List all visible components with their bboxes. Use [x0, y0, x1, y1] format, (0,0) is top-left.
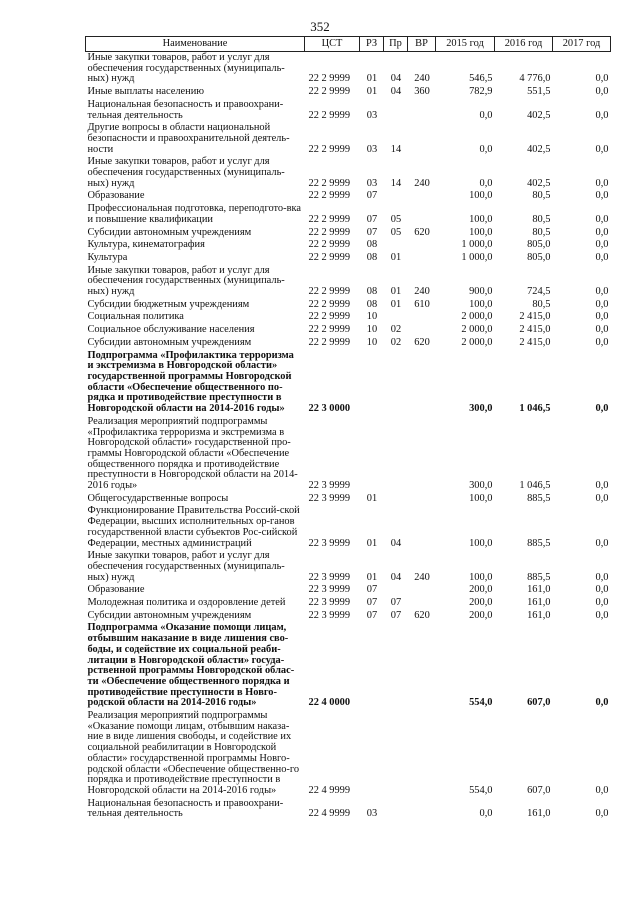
cell-2015: 2 000,0 — [461, 324, 493, 336]
table-row — [86, 227, 611, 240]
cell-2017: 0,0 — [595, 311, 609, 323]
cell-2016: 161,0 — [527, 609, 551, 621]
cell-pr: 02 — [390, 336, 402, 348]
cell-rz: 08 — [366, 286, 378, 298]
table-row — [86, 299, 611, 312]
cell-2015: 546,5 — [469, 73, 493, 85]
cell-2015: 200,0 — [469, 597, 493, 609]
cell-name: Профессиональная подготовка, переподгото-вка и повышение квалификации — [87, 203, 301, 225]
cell-vr — [408, 597, 436, 610]
cell-name: Иные закупки товаров, работ и услуг для обеспечения государственных (муниципаль-ных) нужд — [87, 156, 285, 189]
cell-2015: 300,0 — [469, 480, 493, 492]
cell-2017: 0,0 — [595, 286, 609, 298]
cell-vr — [408, 584, 436, 597]
cell-rz: 07 — [366, 190, 378, 202]
cell-name: Образование — [87, 190, 145, 202]
cell-rz: 07 — [366, 584, 378, 596]
cell-rz: 10 — [366, 311, 378, 323]
cell-2017: 0,0 — [595, 597, 609, 609]
cell-pr — [384, 239, 408, 252]
cell-name: Социальная политика — [87, 311, 184, 323]
cell-2015: 2 000,0 — [461, 311, 493, 323]
cell-2016: 885,5 — [527, 492, 551, 504]
table-row — [86, 597, 611, 610]
cell-name: Иные выплаты населению — [87, 86, 205, 98]
cell-2017: 0,0 — [595, 537, 609, 549]
cell-name: Иные закупки товаров, работ и услуг для обеспечения государственных (муниципаль-ных) нужд — [87, 52, 285, 85]
cell-rz: 01 — [366, 73, 378, 85]
cell-pr: 04 — [390, 86, 402, 98]
cell-rz — [360, 350, 384, 416]
header-cst: ЦСТ — [305, 37, 360, 52]
table-row — [86, 239, 611, 252]
cell-name: Национальная безопасность и правоохрани-тельная деятельность — [87, 98, 284, 121]
cell-2017: 0,0 — [595, 609, 609, 621]
cell-pr: 07 — [390, 597, 402, 609]
cell-name: Субсидии бюджетным учреждениям — [87, 298, 250, 310]
cell-vr — [408, 350, 436, 416]
table-row — [86, 122, 611, 156]
table-row — [86, 493, 611, 506]
cell-rz: 07 — [366, 597, 378, 609]
cell-2015: 300,0 — [469, 403, 493, 415]
cell-2017: 0,0 — [595, 109, 609, 121]
cell-2015: 0,0 — [479, 177, 493, 189]
cell-2015: 554,0 — [469, 785, 493, 796]
table-row — [86, 311, 611, 324]
cell-name: Культура, кинематография — [87, 239, 205, 251]
cell-rz: 07 — [366, 609, 378, 621]
cell-cst: 22 3 9999 — [308, 537, 351, 549]
cell-name: Субсидии автономным учреждениям — [87, 336, 252, 348]
cell-cst: 22 2 9999 — [308, 109, 351, 121]
cell-vr — [408, 311, 436, 324]
cell-rz — [360, 622, 384, 710]
cell-2017: 0,0 — [595, 86, 609, 98]
cell-2017: 0,0 — [595, 336, 609, 348]
cell-2016: 80,5 — [532, 298, 551, 310]
cell-2017: 0,0 — [595, 177, 609, 189]
cell-cst: 22 3 0000 — [308, 403, 351, 415]
cell-pr: 14 — [390, 177, 402, 189]
cell-2016: 80,5 — [532, 213, 551, 225]
cell-pr: 04 — [390, 537, 402, 549]
cell-2016: 80,5 — [532, 190, 551, 202]
page-number: 352 — [310, 19, 330, 34]
table-row — [86, 252, 611, 265]
cell-name: Субсидии автономным учреждениям — [87, 226, 252, 238]
cell-rz: 01 — [366, 537, 378, 549]
cell-2016: 1 046,5 — [519, 403, 551, 415]
cell-name: Реализация мероприятий подпрограммы «Оказание помощи лицам, отбывшим наказа-ние в виде лишения свободы, и содействие их социальной реабилитации в Новгородской области» государственной программы Новго-родской области «Обеспечение общественно-го порядка и противодействие преступности в Новгородской области на 2014-2016 годы» — [87, 710, 300, 796]
cell-vr — [408, 99, 436, 122]
cell-vr: 360 — [414, 86, 430, 98]
cell-2015: 782,9 — [469, 86, 493, 98]
cell-vr: 620 — [414, 336, 430, 348]
cell-pr: 05 — [390, 213, 402, 225]
cell-rz: 08 — [366, 251, 378, 263]
cell-2015: 100,0 — [469, 298, 493, 310]
cell-name: Культура — [87, 251, 128, 263]
cell-pr: 14 — [390, 143, 402, 155]
cell-2017: 0,0 — [595, 697, 609, 709]
cell-cst: 22 2 9999 — [308, 226, 351, 238]
cell-2016: 4 776,0 — [519, 73, 551, 85]
cell-2017: 0,0 — [595, 239, 609, 251]
cell-rz: 03 — [366, 143, 378, 155]
cell-cst: 22 2 9999 — [308, 143, 351, 155]
table-row — [86, 505, 611, 550]
table-body — [86, 52, 611, 822]
header-2017: 2017 год — [553, 37, 611, 52]
cell-rz: 08 — [366, 239, 378, 251]
table-row — [86, 550, 611, 584]
cell-name: Подпрограмма «Профилактика терроризма и экстремизма в Новгородской области» государственной программы Новгородской области «Обеспечение общественного по-рядка и противодействие преступности в Новгородской области на 2014-2016 годы» — [87, 349, 294, 415]
header-2015: 2015 год — [436, 37, 495, 52]
cell-vr — [408, 710, 436, 798]
cell-pr: 04 — [390, 73, 402, 85]
cell-2015: 100,0 — [469, 190, 493, 202]
table-row — [86, 203, 611, 226]
cell-cst: 22 2 9999 — [308, 213, 351, 225]
cell-2016: 724,5 — [527, 286, 551, 298]
cell-vr — [408, 798, 436, 821]
table-row — [86, 350, 611, 416]
cell-pr: 01 — [390, 286, 402, 298]
cell-rz — [360, 710, 384, 798]
cell-vr — [408, 505, 436, 550]
cell-rz — [360, 416, 384, 493]
table-row — [86, 584, 611, 597]
cell-name: Иные закупки товаров, работ и услуг для обеспечения государственных (муниципаль-ных) нужд — [87, 550, 285, 583]
cell-rz: 10 — [366, 336, 378, 348]
cell-pr — [384, 99, 408, 122]
cell-vr: 240 — [414, 571, 430, 583]
cell-2017: 0,0 — [595, 785, 609, 796]
cell-vr — [408, 203, 436, 226]
cell-2015: 1 000,0 — [461, 251, 493, 263]
cell-vr: 240 — [414, 286, 430, 298]
cell-name: Функционирование Правительства Россий-ской Федерации, высших исполнительных ор-ганов государственной власти субъектов Рос-сийской Федерации, местных администраций — [87, 505, 300, 549]
cell-2016: 161,0 — [527, 584, 551, 596]
cell-vr — [408, 622, 436, 710]
cell-cst: 22 3 9999 — [308, 597, 351, 609]
cell-rz: 10 — [366, 324, 378, 336]
cell-2015: 0,0 — [479, 109, 493, 121]
table-row — [86, 798, 611, 821]
cell-2015: 200,0 — [469, 584, 493, 596]
cell-vr — [408, 493, 436, 506]
cell-2015: 100,0 — [469, 537, 493, 549]
cell-2017: 0,0 — [595, 584, 609, 596]
cell-2017: 0,0 — [595, 403, 609, 415]
cell-pr: 01 — [390, 251, 402, 263]
cell-pr: 04 — [390, 571, 402, 583]
cell-2016: 2 415,0 — [519, 324, 551, 336]
cell-pr — [384, 311, 408, 324]
cell-2017: 0,0 — [595, 73, 609, 85]
cell-cst: 22 3 9999 — [308, 480, 351, 492]
cell-name: Иные закупки товаров, работ и услуг для обеспечения государственных (муниципаль-ных) нужд — [87, 264, 285, 298]
header-2016: 2016 год — [495, 37, 553, 52]
cell-name: Подпрограмма «Оказание помощи лицам, отбывшим наказание в виде лишения сво-боды, и содействие их социальной реаби-литации в Новгородской области» госуда-рственной программы Новгородской облас-ти «Обеспечение общественного порядка и противодействие преступности в Новго-родской области на 2014-2016 годы» — [87, 622, 295, 709]
cell-cst: 22 2 9999 — [308, 177, 351, 189]
cell-vr: 620 — [414, 609, 430, 621]
cell-cst: 22 2 9999 — [308, 239, 351, 251]
cell-2017: 0,0 — [595, 143, 609, 155]
cell-2015: 100,0 — [469, 571, 493, 583]
cell-cst: 22 3 9999 — [308, 609, 351, 621]
cell-2015: 200,0 — [469, 609, 493, 621]
cell-pr: 05 — [390, 226, 402, 238]
cell-cst: 22 2 9999 — [308, 286, 351, 298]
cell-cst: 22 2 9999 — [308, 311, 351, 323]
cell-name: Социальное обслуживание населения — [87, 324, 255, 336]
header-rz: РЗ — [360, 37, 384, 52]
cell-vr — [408, 416, 436, 493]
cell-2016: 805,0 — [527, 251, 551, 263]
cell-rz: 01 — [366, 86, 378, 98]
cell-2016: 607,0 — [527, 697, 551, 709]
cell-vr — [408, 190, 436, 203]
cell-rz: 07 — [366, 226, 378, 238]
cell-2015: 2 000,0 — [461, 336, 493, 348]
cell-rz: 07 — [366, 213, 378, 225]
cell-pr — [384, 622, 408, 710]
table-row — [86, 610, 611, 623]
cell-vr — [408, 324, 436, 337]
cell-2017: 0,0 — [595, 324, 609, 336]
cell-2017: 0,0 — [595, 571, 609, 583]
cell-pr — [384, 710, 408, 798]
cell-2016: 607,0 — [527, 785, 551, 796]
cell-name: Национальная безопасность и правоохрани-тельная деятельность — [87, 797, 284, 820]
table-header — [86, 37, 611, 52]
cell-vr — [408, 122, 436, 156]
cell-cst: 22 2 9999 — [308, 336, 351, 348]
cell-2016: 402,5 — [527, 177, 551, 189]
cell-cst: 22 4 9999 — [308, 808, 351, 820]
cell-cst: 22 4 0000 — [308, 697, 351, 709]
cell-name: Реализация мероприятий подпрограммы «Профилактика терроризма и экстремизма в Новгородской области» государственной про-граммы Новгородской области «Обеспечение общественного порядка и противодействие преступности в Новгородской области на 2014-2016 годы» — [87, 415, 298, 492]
cell-vr — [408, 239, 436, 252]
cell-2015: 100,0 — [469, 213, 493, 225]
table-row — [86, 52, 611, 87]
cell-2016: 885,5 — [527, 571, 551, 583]
cell-cst: 22 2 9999 — [308, 86, 351, 98]
cell-pr — [384, 350, 408, 416]
cell-2016: 402,5 — [527, 143, 551, 155]
cell-2016: 402,5 — [527, 109, 551, 121]
cell-rz: 01 — [366, 571, 378, 583]
cell-rz: 03 — [366, 109, 378, 121]
cell-2016: 1 046,5 — [519, 480, 551, 492]
cell-2016: 161,0 — [527, 808, 551, 820]
cell-cst: 22 2 9999 — [308, 73, 351, 85]
cell-2015: 0,0 — [479, 808, 493, 820]
cell-cst: 22 3 9999 — [308, 571, 351, 583]
cell-cst: 22 3 9999 — [308, 584, 351, 596]
cell-cst: 22 3 9999 — [308, 492, 351, 504]
table-row — [86, 190, 611, 203]
cell-2015: 1 000,0 — [461, 239, 493, 251]
table-row — [86, 265, 611, 299]
cell-cst: 22 4 9999 — [308, 785, 351, 796]
cell-2017: 0,0 — [595, 480, 609, 492]
table-row — [86, 99, 611, 122]
cell-2017: 0,0 — [595, 808, 609, 820]
cell-2017: 0,0 — [595, 190, 609, 202]
cell-2015: 100,0 — [469, 492, 493, 504]
cell-2016: 805,0 — [527, 239, 551, 251]
cell-name: Субсидии автономным учреждениям — [87, 609, 252, 621]
cell-2016: 2 415,0 — [519, 336, 551, 348]
header-pr: Пр — [384, 37, 408, 52]
cell-2017: 0,0 — [595, 226, 609, 238]
cell-rz: 03 — [366, 177, 378, 189]
cell-2015: 100,0 — [469, 226, 493, 238]
table-row — [86, 86, 611, 99]
cell-2017: 0,0 — [595, 492, 609, 504]
table-row — [86, 324, 611, 337]
cell-pr — [384, 416, 408, 493]
cell-2015: 554,0 — [469, 697, 493, 709]
cell-name: Образование — [87, 584, 145, 596]
cell-2017: 0,0 — [595, 251, 609, 263]
header-name: Наименование — [86, 37, 305, 52]
cell-pr: 01 — [390, 298, 402, 310]
cell-vr: 240 — [414, 177, 430, 189]
cell-2017: 0,0 — [595, 213, 609, 225]
cell-2015: 0,0 — [479, 143, 493, 155]
cell-pr — [384, 798, 408, 821]
cell-rz: 03 — [366, 808, 378, 820]
cell-cst: 22 2 9999 — [308, 251, 351, 263]
cell-2016: 551,5 — [527, 86, 551, 98]
cell-name: Молодежная политика и оздоровление детей — [87, 597, 286, 609]
cell-2017: 0,0 — [595, 298, 609, 310]
table-row — [86, 337, 611, 350]
table-row — [86, 622, 611, 710]
cell-2016: 2 415,0 — [519, 311, 551, 323]
header-vr: ВР — [408, 37, 436, 52]
budget-table — [85, 36, 611, 821]
cell-vr — [408, 252, 436, 265]
cell-pr — [384, 190, 408, 203]
table-row — [86, 156, 611, 190]
cell-vr: 610 — [414, 298, 430, 310]
cell-pr — [384, 584, 408, 597]
cell-2016: 161,0 — [527, 597, 551, 609]
cell-cst: 22 2 9999 — [308, 324, 351, 336]
cell-2016: 80,5 — [532, 226, 551, 238]
cell-2016: 885,5 — [527, 537, 551, 549]
cell-name: Общегосударственные вопросы — [87, 492, 229, 504]
cell-vr: 240 — [414, 73, 430, 85]
cell-vr: 620 — [414, 226, 430, 238]
table-row — [86, 710, 611, 798]
cell-pr: 02 — [390, 324, 402, 336]
cell-cst: 22 2 9999 — [308, 190, 351, 202]
cell-pr: 07 — [390, 609, 402, 621]
cell-rz: 01 — [366, 492, 378, 504]
cell-name: Другие вопросы в области национальной безопасности и правоохранительной деятель-ности — [87, 122, 290, 155]
cell-cst: 22 2 9999 — [308, 298, 351, 310]
table-row — [86, 416, 611, 493]
cell-2015: 900,0 — [469, 286, 493, 298]
cell-rz: 08 — [366, 298, 378, 310]
cell-pr — [384, 493, 408, 506]
